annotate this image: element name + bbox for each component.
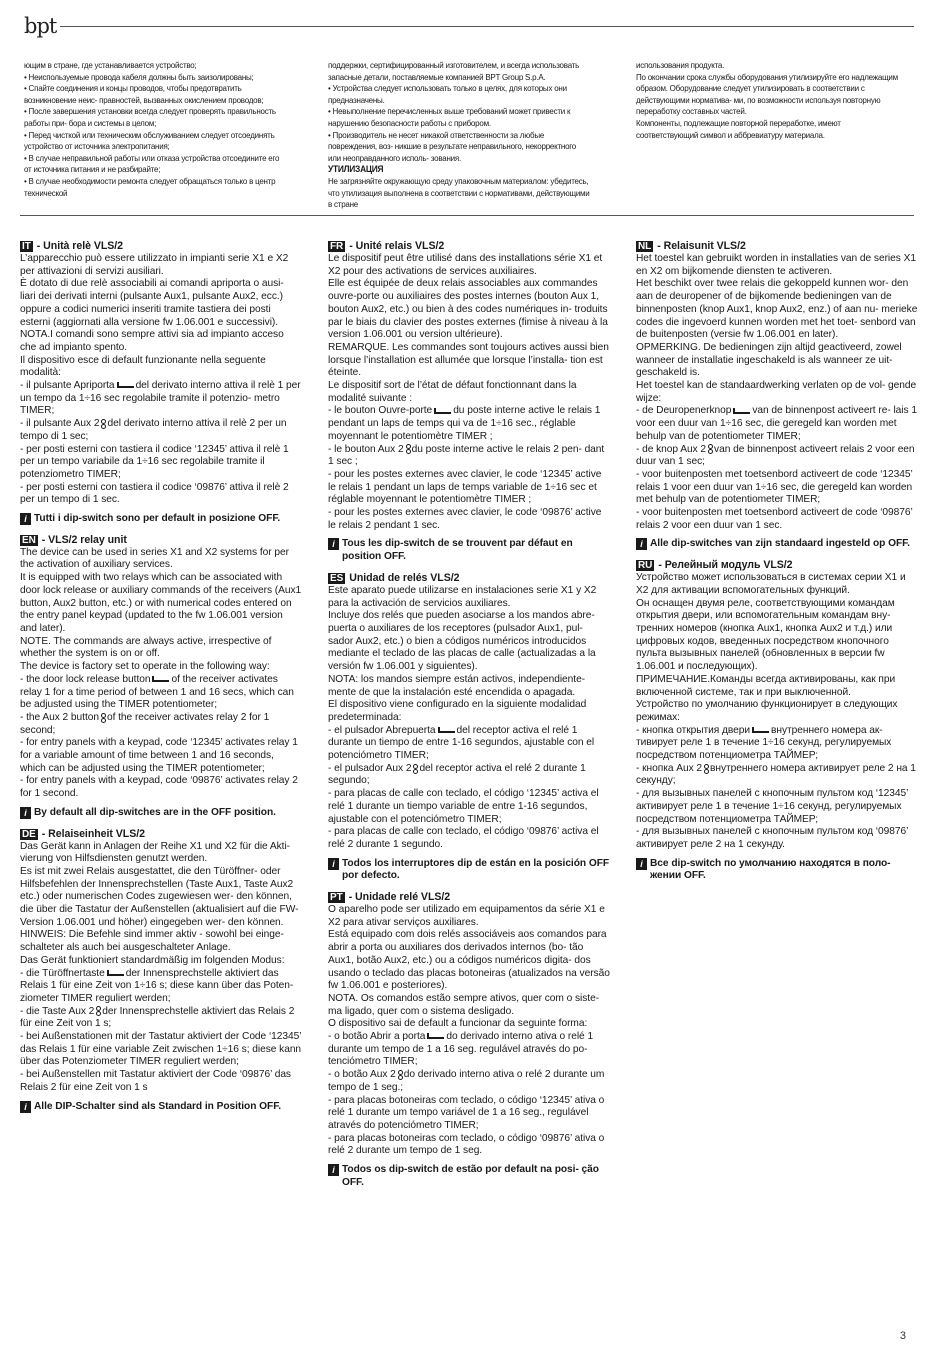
top-text: • Спайте соединения и концы проводов, чтобы предотвратить возникновение неис- правностей, вызванных окислением проводов; — [24, 83, 264, 105]
language-flag: PT — [330, 892, 343, 904]
list-item: - die Türöffnertaste der Innensprechstelle aktiviert das Relais 1 für eine Zeit von 1÷16 s; diese kann über das Poten- ziometer TIMER reguliert werden; — [20, 967, 294, 1004]
paragraph: It is equipped with two relays which can be associated with door lock release or auxiliary commands of the receivers (Aux1 button, Aux2 button, etc.) or with numerical codes entered on the entry panel keypad (updated to the fw 1.06.001 version and later). — [20, 572, 302, 634]
top-text: использования продукта. — [636, 60, 725, 70]
door-key-icon — [117, 382, 134, 388]
door-key-icon — [434, 408, 451, 414]
door-key-icon — [752, 727, 769, 733]
section-rule — [20, 215, 914, 216]
list-item: - de Deuropenerknop van de binnenpost activeert re- lais 1 voor een duur van 1÷16 sec, die geregeld kan worden met behulp van de potentiometer TIMER; — [636, 405, 917, 442]
top-text: По окончании срока службы оборудования утилизируйте его надлежащим образом. Оборудование следует утилизировать в соответствии с действующими норматива- ми, по возможности используя повторную переработку составных частей. — [636, 71, 898, 117]
section-pt — [328, 891, 610, 1189]
column-right — [636, 240, 918, 891]
paragraph: Het beschikt over twee relais die gekoppeld kunnen wor- den aan de deuropener of de bijkomende bedieningen van de binnenposten (knop Aux1, knop Aux2, enz.) of aan nu- merieke codes die ingevoerd kunnen worden met het toet- senbord van de buitenposten (versie fw 1.06.001 en later). — [636, 278, 918, 341]
top-text: • Невыполнение перечисленных выше требований может привести к нарушению безопасности работы с прибором. — [328, 106, 571, 128]
aux-button-icon — [406, 444, 410, 453]
paragraph: OPMERKING. De bedieningen zijn altijd geactiveerd, zowel wanneer de installatie ingeschakeld is als wanneer ze uit- geschakeld is. — [636, 341, 902, 379]
bpt-logo: bpt — [24, 14, 57, 38]
section-title: - Relaiseinheit VLS/2 — [41, 827, 145, 840]
section-title: - VLS/2 relay unit — [41, 533, 127, 546]
section-title: - Unité relais VLS/2 — [349, 240, 445, 252]
paragraph: Le dispositif sort de l’état de défaut fonctionnant dans la modalité suivante : — [328, 380, 577, 404]
language-flag: RU — [638, 560, 653, 572]
top-text: • Перед чисткой или техническим обслуживанием следует отсоединять устройство от источника электропитания; — [24, 129, 275, 152]
list-item: - para placas de calle con teclado, el código ‘09876’ activa el relé 2 durante 1 segundo. — [328, 826, 599, 850]
dip-switch-note: i Todos los interruptores dip de están en la posición OFF por defecto. — [328, 858, 610, 883]
list-item: - voor buitenposten met toetsenbord activeert de code ‘12345’ relais 1 voor een duur van 1÷16 sec, die geregeld kan worden met behulp van de potentiometer TIMER; — [636, 468, 913, 506]
note-icon: i — [636, 858, 647, 870]
paragraph: HINWEIS: Die Befehle sind immer aktiv - sowohl bei einge- schalteter als auch bei ausgeschalteter Anlage. — [20, 929, 284, 954]
section-title: - Unità relè VLS/2 — [36, 240, 124, 252]
paragraph: Het toestel kan de standaardwerking verlaten op de vol- gende wijze: — [636, 380, 917, 404]
note-icon: i — [20, 1101, 31, 1113]
top-text: • Устройства следует использовать только в целях, для которых они предназначены. — [328, 83, 567, 105]
note-icon: i — [328, 858, 339, 870]
paragraph: Устройство по умолчанию функционирует в следующих режимах: — [636, 699, 898, 723]
paragraph: El dispositivo viene configurado en la siguiente modalidad predeterminada: — [328, 699, 587, 723]
paragraph: Il dispositivo esce di default funzionante nella seguente modalità: — [20, 354, 266, 379]
paragraph: O dispositivo sai de default a funcionar da seguinte forma: — [328, 1018, 588, 1030]
list-item: - the Aux 2 button of the receiver activates relay 2 for 1 second; — [20, 711, 270, 736]
paragraph: Elle est équipée de deux relais associables aux commandes ouvre-porte ou auxiliaires des postes internes (bouton Aux 1, bouton Aux2, etc.) ou bien à des codes numériques in- troduits par le biais du clavier des postes externes (fimise à niveau à la version 1.06.001 ou version ultérieure). — [328, 278, 608, 341]
door-key-icon — [733, 408, 750, 414]
column-middle — [328, 240, 610, 1198]
dip-switch-note: i Alle DIP-Schalter sind als Standard in Position OFF. — [20, 1101, 302, 1114]
paragraph: The device is factory set to operate in the following way: — [20, 661, 270, 673]
list-item: - for entry panels with a keypad, code ‘12345’ activates relay 1 for a variable amount of time between 1 and 16 seconds, which can be adjusted using the TIMER potentiometer; — [20, 737, 298, 774]
section-ru — [636, 559, 918, 883]
top-text: • В случае необходимости ремонта следует обращаться только в центр технической — [24, 175, 276, 198]
top-text: Компоненты, подлежащие повторной переработке, имеют соответствующий символ и аббревиатуру материала. — [636, 117, 841, 140]
top-text: • В случае неправильной работы или отказа устройства отсоедините его от источника питания и не разбирайте; — [24, 152, 280, 175]
top-col-3 — [636, 60, 898, 141]
list-item: - pour les postes externes avec clavier, le code ‘12345’ active le relais 1 pendant un laps de temps variable de 1÷16 sec et réglable moyennant le potentiomètre TIMER ; — [328, 468, 602, 506]
note-icon: i — [20, 513, 31, 525]
paragraph: Incluye dos relés que pueden asociarse a los mandos abre- puerta o auxiliares de los receptores (pulsador Aux1, pul- sador Aux2, etc.) o bien a códigos numéricos introducidos mediante el teclado de las placas de calle (actualizadas a la versión fw 1.06.001 y siguientes). — [328, 610, 596, 673]
list-item: - кнопка открытия двери внутреннего номера ак- тивирует реле 1 в течение 1÷16 секунд, регулируемых посредством потенциометра ТАЙМЕР; — [636, 724, 892, 762]
note-icon: i — [20, 807, 31, 819]
paragraph: NOTE. The commands are always active, irrespective of whether the system is on or off. — [20, 635, 272, 660]
top-col-1 — [24, 60, 286, 199]
door-key-icon — [427, 1033, 444, 1039]
list-item: - bei Außenstellen mit Tastatur aktiviert der Code ‘09876’ das Relais 2 für eine Zeit von 1 s — [20, 1069, 291, 1093]
section-es — [328, 572, 610, 883]
list-item: - die Taste Aux 2 der Innensprechstelle aktiviert das Relais 2 für eine Zeit von 1 s; — [20, 1005, 295, 1030]
aux-button-icon — [101, 713, 105, 722]
language-flag: ES — [330, 572, 344, 584]
door-key-icon — [152, 676, 169, 682]
paragraph: NOTA: los mandos siempre están activos, independiente- mente de que la instalación esté encendida o apagada. — [328, 673, 586, 698]
disposal-heading: УТИЛИЗАЦИЯ — [328, 164, 384, 175]
language-flag: IT — [22, 241, 31, 252]
dip-switch-note: i Alle dip-switches van zijn standaard ingesteld op OFF. — [636, 538, 918, 551]
list-item: - le bouton Aux 2 du poste interne active le relais 2 pen- dant 1 sec ; — [328, 443, 605, 468]
list-item: - кнопка Aux 2 внутреннего номера активирует реле 2 на 1 секунду; — [636, 762, 916, 787]
dip-switch-note: i By default all dip-switches are in the OFF position. — [20, 807, 302, 820]
paragraph: Le dispositif peut être utilisé dans des installations série X1 et X2 pour des activations de services auxiliaires. — [328, 253, 603, 277]
list-item: - le bouton Ouvre-porte du poste interne active le relais 1 pendant un laps de temps qui va de 1÷16 sec., réglable moyennant le potentiomètre TIMER ; — [328, 405, 601, 442]
top-text: • Производитель не несет никакой ответственности за любые повреждения, воз- никшие в результате неправильного, некорректного или неоправданного исполь- зования. — [328, 129, 577, 163]
top-text: • После завершения установки всегда следует проверять правильность работы при- бора и системы в целом; — [24, 106, 276, 128]
list-item: - el pulsador Aux 2 del receptor activa el relé 2 durante 1 segundo; — [328, 762, 586, 787]
door-key-icon — [438, 727, 455, 733]
list-item: - per posti esterni con tastiera il codice ‘09876’ attiva il relè 2 per un tempo di 1 sec. — [20, 481, 289, 506]
paragraph: ПРИМЕЧАНИЕ.Команды всегда активированы, как при включенной системе, так и при выключенной. — [636, 673, 896, 698]
list-item: - pour les postes externes avec clavier, le code ‘09876’ active le relais 2 pendant 1 sec. — [328, 507, 602, 531]
door-key-icon — [107, 970, 124, 976]
section-title: - Unidade relé VLS/2 — [348, 891, 451, 904]
section-title: - Relaisunit VLS/2 — [657, 240, 746, 252]
aux-button-icon — [398, 1070, 402, 1079]
paragraph: Es ist mit zwei Relais ausgestattet, die den Türöffner- oder Hilfsbefehlen der Innensprechstellen (Taste Aux1, Taste Aux2 etc.) oder numerischen Codes zugewiesen wer- den können, die über die Tastatur der Außenstellen (aktualisiert auf die FW-Version 1.06.001 und höher) eingegeben wer- den können. — [20, 865, 299, 928]
dip-switch-note: i Все dip-switch по умолчанию находятся в поло- жении OFF. — [636, 858, 918, 883]
list-item: - voor buitenposten met toetsenbord activeert de code ‘09876’ relais 2 voor een duur van 1 sec. — [636, 507, 913, 531]
list-item: - o botão Abrir a porta do derivado interno ativa o relé 1 durante um tempo de 1 a 16 seg. regulável através do po- tenciómetro TIMER; — [328, 1031, 594, 1068]
list-item: - il pulsante Aux 2 del derivato interno attiva il relè 2 per un tempo di 1 sec; — [20, 418, 287, 442]
section-title: Unidad de relés VLS/2 — [349, 571, 460, 584]
top-text: ющим в стране, где устанавливается устройство; — [24, 60, 197, 70]
paragraph: È dotato di due relè associabili ai comandi apriporta o ausi- liari dei derivati interni (pulsante Aux1, pulsante Aux2, ecc.) oppure a codici numerici inseriti tramite tastiera dei posti esterni (aggiornati alla versione fw 1.06.001 e successivi). — [20, 278, 284, 328]
list-item: - para placas botoneiras com teclado, o código ‘09876’ ativa o relé 2 durante um tempo de 1 seg. — [328, 1132, 605, 1157]
note-icon: i — [636, 538, 647, 550]
top-col-2 — [328, 60, 590, 211]
paragraph: Das Gerät funktioniert standardmäßig im folgenden Modus: — [20, 954, 285, 966]
list-item: - de knop Aux 2 van de binnenpost activeert relais 2 voor een duur van 1 sec; — [636, 443, 915, 468]
section-en — [20, 534, 302, 820]
header-rule — [60, 26, 914, 27]
language-flag: FR — [330, 241, 344, 252]
aux-button-icon — [101, 419, 105, 428]
list-item: - para placas de calle con teclado, el código ‘12345’ activa el relé 1 durante un tiempo variable de entre 1-16 segundos, ajustable con el potenciómetro TIMER; — [328, 788, 599, 825]
note-icon: i — [328, 538, 339, 550]
section-it — [20, 240, 302, 526]
paragraph: REMARQUE. Les commandes sont toujours actives aussi bien lorsque l’installation est allumée que lorsque l’installa- tion est éteinte. — [328, 341, 609, 379]
section-de — [20, 828, 302, 1114]
paragraph: NOTA.I comandi sono sempre attivi sia ad impianto acceso che ad impianto spento. — [20, 329, 284, 353]
aux-button-icon — [413, 764, 417, 773]
list-item: - для вызывных панелей с кнопочным пультом код ‘09876’ активирует реле 2 на 1 секунду. — [636, 826, 908, 850]
language-flag: EN — [22, 534, 36, 546]
language-flag: DE — [22, 828, 36, 840]
top-text: Не загрязняйте окружающую среду упаковочным материалом: убедитесь, что утилизация выполнена в соответствии с нормативами, действующими в стране — [328, 175, 590, 210]
note-icon: i — [328, 1164, 339, 1176]
top-text: • Неиспользуемые провода кабеля должны быть заизолированы; — [24, 71, 254, 82]
paragraph: Das Gerät kann in Anlagen der Reihe X1 und X2 für die Akti- vierung von Hilfsdiensten genutzt werden. — [20, 840, 291, 865]
paragraph: Устройство может использоваться в системах серии X1 и X2 для активации вспомогательных функций. — [636, 572, 906, 596]
paragraph: Este aparato puede utilizarse en instalaciones serie X1 y X2 para la activación de servicios auxiliares. — [328, 584, 597, 609]
list-item: - для вызывных панелей с кнопочным пультом код ‘12345’ активирует реле 1 в течение 1÷16 секунд, регулируемых посредством потенциометра ТАЙМЕР; — [636, 788, 908, 825]
section-nl — [636, 240, 918, 551]
list-item: - para placas botoneiras com teclado, o código ‘12345’ ativa o relé 1 durante um tempo variável de 1 a 16 seg., regulável através do potenciómetro TIMER; — [328, 1094, 605, 1131]
list-item: - the door lock release button of the receiver activates relay 1 for a time period of between 1 and 16 secs, which can be adjusted using the TIMER potentiometer; — [20, 673, 294, 711]
section-title: - Релейный модуль VLS/2 — [658, 559, 793, 572]
paragraph: Он оснащен двумя реле, соответствующими командам открытия двери, или вспомогательным командам вну- тренних номеров (кнопка Aux1, кнопка Aux2 и т.д.) или цифровых кодов, введенных посредством кнопочного пульта вызывных панелей (обновленных в версии fw 1.06.001 и последующих). — [636, 597, 895, 673]
list-item: - o botão Aux 2 do derivado interno ativa o relé 2 durante um tempo de 1 seg.; — [328, 1069, 605, 1093]
aux-button-icon — [704, 764, 708, 773]
paragraph: Está equipado com dois relés associáveis aos comandos para abrir a porta ou auxiliares dos derivados internos (bo- tão Aux1, botão Aux2, etc.) ou a códigos numéricos digita- dos usando o teclado das placas botoneiras (atualizados na versão fw 1.06.001 e posteriores). — [328, 929, 610, 992]
paragraph: Het toestel kan gebruikt worden in installaties van de series X1 en X2 om bijkomende diensten te activeren. — [636, 253, 916, 277]
paragraph: L’apparecchio può essere utilizzato in impianti serie X1 e X2 per attivazioni di servizi ausiliari. — [20, 253, 289, 277]
paragraph: O aparelho pode ser utilizado em equipamentos da série X1 e X2 para ativar serviços auxiliares. — [328, 904, 605, 928]
language-flag: NL — [638, 241, 652, 252]
paragraph: NOTA. Os comandos estão sempre ativos, quer com o siste- ma ligado, quer com o sistema desligado. — [328, 992, 600, 1017]
paragraph: The device can be used in series X1 and X2 systems for per the activation of auxiliary services. — [20, 546, 289, 571]
aux-button-icon — [708, 444, 712, 453]
page-number: 3 — [899, 1330, 906, 1342]
list-item: - il pulsante Apriporta del derivato interno attiva il relè 1 per un tempo da 1÷16 sec regolabile tramite il potenzio- metro TIMER; — [20, 380, 301, 417]
list-item: - for entry panels with a keypad, code ‘09876’ activates relay 2 for 1 second. — [20, 775, 298, 800]
top-text: поддержки, сертифицированный изготовителем, и всегда использовать запасные детали, поставляемые компанией BPT Group S.p.A. — [328, 60, 580, 82]
list-item: - bei Außenstationen mit der Tastatur aktiviert der Code ‘12345’ das Relais 1 für eine variable Zeit zwischen 1÷16 s; diese kann über das Potenziometer TIMER reguliert werden; — [20, 1031, 302, 1068]
list-item: - per posti esterni con tastiera il codice ‘12345’ attiva il relè 1 per un tempo variabile da 1÷16 sec regolabile tramite il potenziometro TIMER; — [20, 443, 289, 480]
column-left — [20, 240, 302, 1121]
aux-button-icon — [96, 1006, 100, 1015]
dip-switch-note: i Todos os dip-switch de estão por default na posi- ção OFF. — [328, 1164, 610, 1189]
dip-switch-note: i Tutti i dip-switch sono per default in posizione OFF. — [20, 513, 302, 526]
section-fr — [328, 240, 610, 564]
list-item: - el pulsador Abrepuerta del receptor activa el relé 1 durante un tiempo de entre 1-16 segundos, ajustable con el potenciómetro TIMER; — [328, 724, 595, 762]
dip-switch-note: i Tous les dip-switch de se trouvent par défaut en position OFF. — [328, 538, 610, 563]
